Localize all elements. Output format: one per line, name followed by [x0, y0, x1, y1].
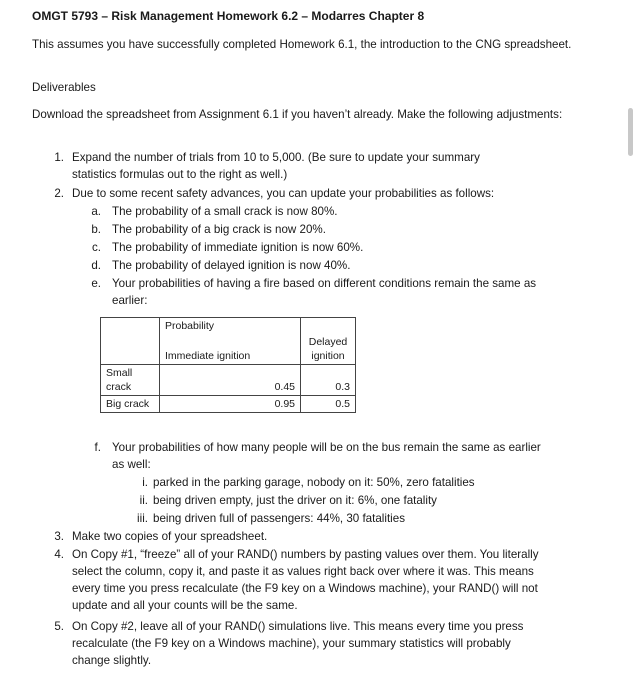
list-item-text: On Copy #2, leave all of your RAND() simulations live. This means every time you press recalculate (the F9 key on a Windows machine), your summary statistics will probably change slightly.: [72, 620, 524, 667]
list-item-text: Your probabilities of having a fire based on different conditions remain the same as earlier:: [112, 277, 537, 307]
list-item-letter: f.: [94, 441, 101, 454]
list-item-number: 4.: [54, 548, 64, 561]
list-item-text: parked in the parking garage, nobody on it: 50%, zero fatalities: [153, 476, 475, 489]
probability-header: Probability: [160, 318, 301, 335]
small-immediate-value: 0.45: [160, 365, 301, 396]
big-delayed-value: 0.5: [301, 396, 356, 413]
table-empty-cell: [301, 318, 356, 335]
small-crack-label: Small crack: [101, 365, 160, 396]
delayed-ignition-header: Delayed ignition: [301, 334, 356, 365]
table-corner-cell: [101, 318, 160, 335]
deliverables-heading: Deliverables: [32, 81, 96, 94]
list-item-number: 2.: [54, 187, 64, 200]
small-delayed-value: 0.3: [301, 365, 356, 396]
document-title: OMGT 5793 – Risk Management Homework 6.2 – Modarres Chapter 8: [32, 9, 425, 23]
list-item-letter: c.: [91, 241, 101, 254]
list-item-roman: iii.: [137, 512, 148, 525]
list-item-text: The probability of a small crack is now 80%.: [112, 205, 338, 218]
list-item-text: Expand the number of trials from 10 to 5,000. (Be sure to update your summary statistics formulas out to the right as well.): [72, 151, 480, 181]
list-item-text: being driven empty, just the driver on it: 6%, one fatality: [153, 494, 437, 507]
list-item-text: On Copy #1, “freeze” all of your RAND() numbers by pasting values over them. You literally select the column, copy it, and paste it as values right back over where it was. This means every time you press recalculate (the F9 key on a Windows machine), your RAND() will not update and all your counts will be the same.: [72, 548, 539, 612]
list-item-letter: d.: [91, 259, 101, 272]
table-empty-cell: [101, 334, 160, 365]
list-item-text: The probability of delayed ignition is now 40%.: [112, 259, 351, 272]
list-item-text: Your probabilities of how many people will be on the bus remain the same as earlier as well:: [112, 441, 541, 471]
list-item-number: 3.: [54, 530, 64, 543]
probability-table: [100, 317, 356, 413]
list-item-letter: e.: [91, 277, 101, 290]
intro-paragraph: This assumes you have successfully completed Homework 6.1, the introduction to the CNG spreadsheet.: [32, 38, 572, 51]
list-item-letter: b.: [91, 223, 101, 236]
list-item-text: Make two copies of your spreadsheet.: [72, 530, 268, 543]
list-item-letter: a.: [91, 205, 101, 218]
list-item-text: The probability of immediate ignition is now 60%.: [112, 241, 364, 254]
list-item-text: The probability of a big crack is now 20%.: [112, 223, 326, 236]
list-item-text: being driven full of passengers: 44%, 30 fatalities: [153, 512, 405, 525]
list-item-roman: ii.: [139, 494, 148, 507]
instructions-paragraph: Download the spreadsheet from Assignment 6.1 if you haven’t already. Make the following adjustments:: [32, 108, 563, 121]
big-crack-label: Big crack: [101, 396, 160, 413]
list-item-text: Due to some recent safety advances, you can update your probabilities as follows:: [72, 187, 495, 200]
list-item-number: 5.: [54, 620, 64, 633]
list-item-roman: i.: [142, 476, 148, 489]
immediate-ignition-header: Immediate ignition: [160, 334, 301, 365]
scrollbar-thumb[interactable]: [628, 108, 633, 156]
big-immediate-value: 0.95: [160, 396, 301, 413]
list-item-number: 1.: [54, 151, 64, 164]
